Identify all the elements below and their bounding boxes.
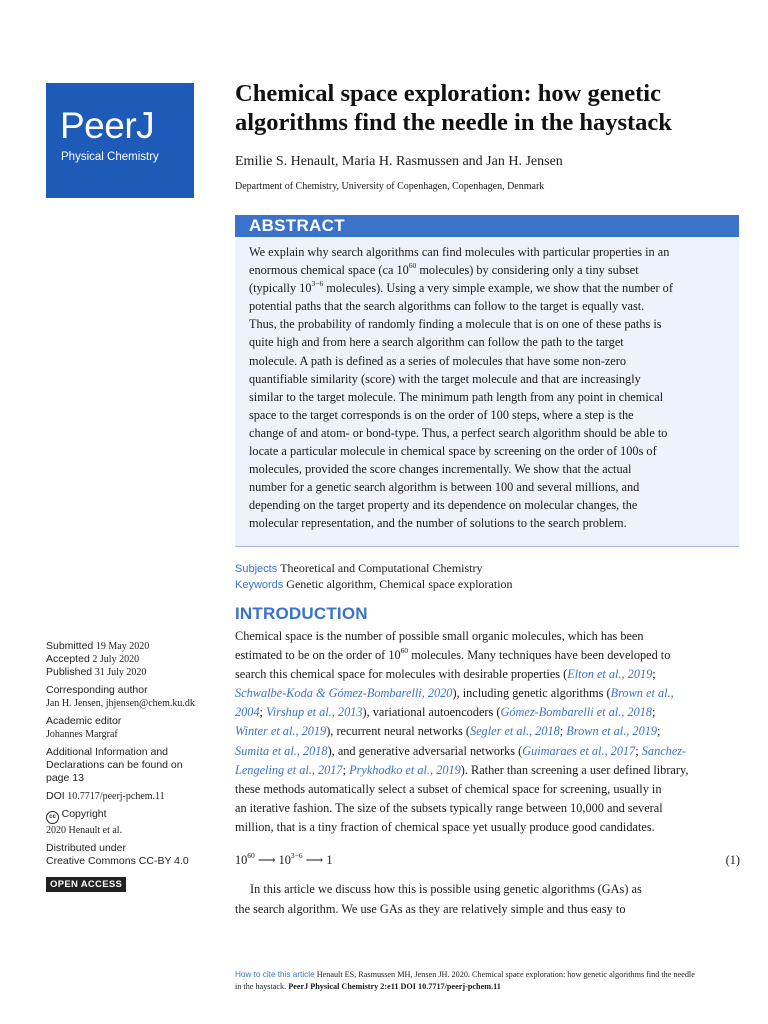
article-title <box>235 79 745 137</box>
affiliation: Department of Chemistry, University of Copenhagen, Copenhagen, Denmark <box>235 181 545 192</box>
citation-link[interactable]: Virshup et al., 2013 <box>266 705 363 720</box>
license-label: Distributed under <box>46 842 126 854</box>
citation-link[interactable]: Segler et al., 2018 <box>469 724 560 739</box>
intro-line: Lengeling et al., 2017; Prykhodko et al., 2019). Rather than screening a user defined library, <box>235 762 689 777</box>
peerj-logo <box>46 83 194 198</box>
abstract-header <box>235 215 739 237</box>
equation-1: $10^{60}$ ⟶ $10^{3-6}$ ⟶ 1 (1) <box>235 850 740 867</box>
citation-link[interactable]: Elton et al., 2019 <box>567 667 653 682</box>
additional-info: page 13 <box>46 772 84 784</box>
equation-number: (1) <box>725 853 740 867</box>
intro-line: million, that is a tiny fraction of chemical space yet usually produce good candidates. <box>235 819 655 834</box>
citation-link[interactable]: Gómez-Bombarelli et al., 2018 <box>500 705 653 720</box>
intro-line: Chemical space is the number of possible small organic molecules, which has been <box>235 629 644 643</box>
paragraph-2 <box>235 880 745 919</box>
abstract-line: similar to the target molecule. The minimum path length from any point in chemical <box>249 389 664 404</box>
introduction-heading: INTRODUCTION <box>235 604 368 623</box>
subjects-label: Subjects <box>235 563 278 575</box>
cite-label: How to cite this article <box>235 970 315 979</box>
copyright-holder: 2020 Henault et al. <box>46 825 123 836</box>
intro-line: Schwalbe-Koda & Gómez-Bombarelli, 2020), including genetic algorithms (Brown et al., <box>235 686 674 701</box>
citation-link[interactable]: Lengeling et al., 2017 <box>235 762 343 777</box>
abstract-line: quantifiable similarity (score) with the target molecule and that are increasingly <box>249 371 641 386</box>
intro-line: estimated to be on the order of $10^{60}$ molecules. Many techniques have been developed to <box>235 646 671 663</box>
abstract-line: number for a genetic search algorithm is between 100 and several millions, and <box>249 480 640 495</box>
abstract-line: potential paths that the search algorithms can follow to the target is equally vast. <box>249 299 645 314</box>
abstract-line: locate a particular molecule in chemical space by screening on the order of 100s of <box>249 444 657 459</box>
intro-line: 2004; Virshup et al., 2013), variational autoencoders (Gómez-Bombarelli et al., 2018; <box>235 705 656 720</box>
logo-wordmark: PeerJ <box>60 105 155 146</box>
abstract-line: Thus, the probability of randomly finding a molecule that is on one of these paths is <box>249 317 662 332</box>
abstract-line: molecules, provided the score changes incrementally. We show that the actual <box>249 462 632 477</box>
article-info-sidebar <box>46 640 226 892</box>
intro-line: Winter et al., 2019), recurrent neural networks (Segler et al., 2018; Brown et al., 2019; <box>235 724 661 739</box>
corresponding-author[interactable]: Jan H. Jensen, jhjensen@chem.ku.dk <box>46 698 195 709</box>
introduction-text <box>235 627 745 837</box>
citation-link[interactable]: Schwalbe-Koda & Gómez-Bombarelli, 2020 <box>235 686 453 701</box>
abstract-line: enormous chemical space (ca $10^{60}$ molecules) by considering only a tiny subset <box>249 261 639 278</box>
creative-commons-icon: cc <box>46 811 59 824</box>
abstract-line: (typically $10^{3-6}$ molecules). Using a very simple example, we show that the number of <box>249 279 673 296</box>
keywords-row <box>235 577 513 592</box>
author-list: Emilie S. Henault, Maria H. Rasmussen and Jan H. Jensen <box>235 154 563 169</box>
additional-info: Declarations can be found on <box>46 759 183 771</box>
open-access-badge: OPEN ACCESS <box>46 877 126 892</box>
intro-line: search this chemical space for molecules with desirable properties (Elton et al., 2019; <box>235 667 656 682</box>
abstract-line: molecule. A path is defined as a series of molecules that have some non-zero <box>249 353 626 368</box>
abstract-line: We explain why search algorithms can find molecules with particular properties in an <box>249 245 670 259</box>
copyright-row: cc Copyright <box>46 808 226 824</box>
title-line-2: algorithms find the needle in the haystack <box>235 109 672 136</box>
citation-link[interactable]: Sanchez- <box>641 743 687 758</box>
keywords-value: Genetic algorithm, Chemical space exploration <box>286 577 513 591</box>
intro-line: an iterative fashion. The size of the subsets typically range between 10,000 and several <box>235 800 663 815</box>
subjects-value: Theoretical and Computational Chemistry <box>280 561 483 575</box>
citation-footer <box>235 969 745 992</box>
abstract-line: molecular representation, and the number of solutions to the search problem. <box>249 516 627 531</box>
abstract-line: quite high and from here a search algorithm can follow the path to the target <box>249 335 624 350</box>
published-date: Published 31 July 2020 <box>46 666 147 678</box>
citation-link[interactable]: Brown et al., <box>610 686 674 701</box>
keywords-label: Keywords <box>235 579 284 591</box>
academic-editor: Johannes Margraf <box>46 729 118 740</box>
doi[interactable]: DOI 10.7717/peerj-pchem.11 <box>46 790 165 802</box>
citation-link[interactable]: Prykhodko et al., 2019 <box>349 762 461 777</box>
citation-link[interactable]: 2004 <box>235 705 260 720</box>
para-line: In this article we discuss how this is possible using genetic algorithms (GAs) as <box>250 882 642 896</box>
abstract-text <box>249 243 729 533</box>
abstract-line: change of and atom- or bond-type. Thus, a perfect search algorithm should be able to <box>249 425 668 440</box>
submitted-date: Submitted 19 May 2020 <box>46 640 150 652</box>
citation-link[interactable]: Brown et al., 2019 <box>566 724 658 739</box>
subjects-row <box>235 561 483 576</box>
title-line-1: Chemical space exploration: how genetic <box>235 80 661 107</box>
intro-line: these methods automatically select a subset of chemical space for screening, usually in <box>235 781 662 796</box>
citation-link[interactable]: Guimaraes et al., 2017 <box>522 743 636 758</box>
intro-line: Sumita et al., 2018), and generative adversarial networks (Guimaraes et al., 2017; Sanchez- <box>235 743 687 758</box>
citation-link[interactable]: Sumita et al., 2018 <box>235 743 328 758</box>
accepted-date: Accepted 2 July 2020 <box>46 653 140 665</box>
abstract-line: depending on the target property and its dependence on molecular changes, the <box>249 498 638 513</box>
cite-text: in the haystack. <box>235 981 289 991</box>
abstract-heading: ABSTRACT <box>249 216 345 235</box>
journal-ref[interactable]: PeerJ Physical Chemistry 2:e11 DOI 10.7717/peerj-pchem.11 <box>288 981 501 991</box>
cite-text: Henault ES, Rasmussen MH, Jensen JH. 2020. Chemical space exploration: how genetic algorithms find the needle <box>314 970 695 979</box>
license[interactable]: Creative Commons CC-BY 4.0 <box>46 855 189 867</box>
additional-info: Additional Information and <box>46 746 168 758</box>
abstract-line: space to the target corresponds is on the order of 100 steps, where a step is the <box>249 407 634 422</box>
corresponding-label: Corresponding author <box>46 684 148 696</box>
citation-link[interactable]: Winter et al., 2019 <box>235 724 327 739</box>
para-line: the search algorithm. We use GAs as they are relatively simple and thus easy to <box>235 901 626 916</box>
logo-subtitle: Physical Chemistry <box>61 151 159 163</box>
editor-label: Academic editor <box>46 715 122 727</box>
